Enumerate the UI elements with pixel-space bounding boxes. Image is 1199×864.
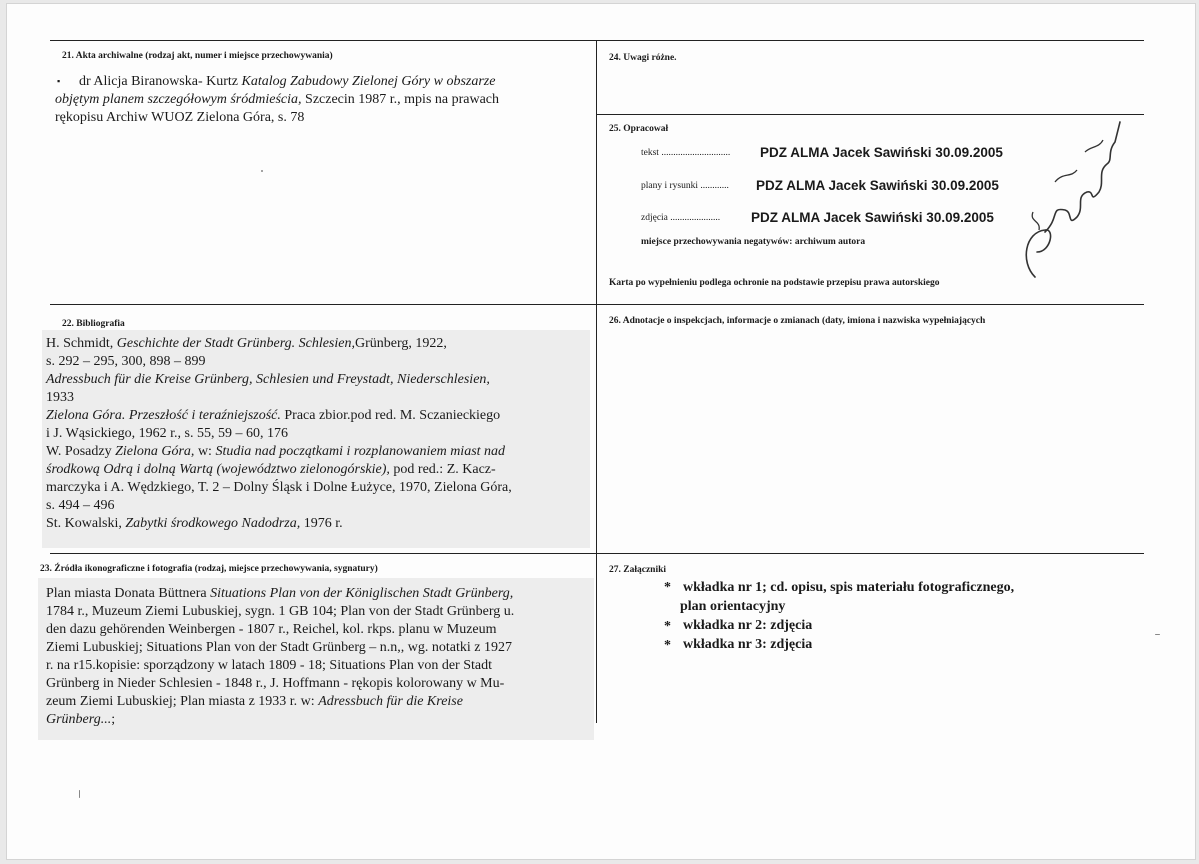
bib-line-6: i J. Wąsickiego, 1962 r., s. 55, 59 – 60, 176 xyxy=(46,426,289,441)
zdjecia-value: PDZ ALMA Jacek Sawiński 30.09.2005 xyxy=(751,210,994,225)
attachment-item: wkładka nr 2: zdjęcia xyxy=(683,618,813,633)
attachment-item: plan orientacyjny xyxy=(680,599,786,614)
bib-line-3: Adressbuch für die Kreise Grünberg, Schlesien und Freystadt, Niederschlesien, xyxy=(46,372,490,387)
section-26-label: 26. Adnotacje o inspekcjach, informacje o zmianach (daty, imiona i nazwiska wypełniających xyxy=(609,316,986,326)
icon-line-1: Plan miasta Donata Büttnera Situations Plan von der Königlischen Stadt Grünberg, xyxy=(46,586,514,601)
section-27-label: 27. Załączniki xyxy=(609,565,667,575)
plany-value: PDZ ALMA Jacek Sawiński 30.09.2005 xyxy=(756,178,999,193)
section-25-label: 25. Opracował xyxy=(609,124,669,134)
icon-line-6: Grünberg in Nieder Schlesien - 1848 r., J. Hoffmann - rękopis kolorowany w Mu- xyxy=(46,676,505,691)
icon-line-3: den dazu gehörenden Weinbergen - 1807 r., Reichel, kol. rkps. planu w Muzeum xyxy=(46,622,497,637)
star-icon: * xyxy=(664,619,671,634)
bib-line-4: 1933 xyxy=(46,390,74,405)
rule-row2 xyxy=(50,304,1144,305)
scan-speck xyxy=(1155,634,1160,635)
center-divider xyxy=(596,40,597,723)
bib-line-5: Zielona Góra. Przeszłość i teraźniejszość. Praca zbior.pod red. M. Sczanieckiego xyxy=(46,408,501,423)
section-22-label: 22. Bibliografia xyxy=(62,319,125,329)
bib-line-1: H. Schmidt, Geschichte der Stadt Grünberg. Schlesien,Grünberg, 1922, xyxy=(46,336,447,351)
bullet-icon: ▪ xyxy=(57,76,61,86)
handwritten-signature xyxy=(1015,112,1125,292)
bib-line-2: s. 292 – 295, 300, 898 – 899 xyxy=(46,354,206,369)
icon-line-4: Ziemi Lubuskiej; Situations Plan von der Stadt Grünberg – n.n,, wg. notatki z 1927 xyxy=(46,640,512,655)
scan-speck xyxy=(79,790,80,798)
section-21-label: 21. Akta archiwalne (rodzaj akt, numer i miejsce przechowywania) xyxy=(62,51,333,61)
plany-label: plany i rysunki ............ xyxy=(641,181,729,191)
attachment-item: wkładka nr 3: zdjęcia xyxy=(683,637,813,652)
top-rule xyxy=(50,40,1144,41)
icon-line-2: 1784 r., Muzeum Ziemi Lubuskiej, sygn. 1 GB 104; Plan von der Stadt Grünberg u. xyxy=(46,604,515,619)
rule-row3 xyxy=(50,553,1144,554)
bib-line-9: marczyka i A. Wędzkiego, T. 2 – Dolny Śląsk i Dolne Łużyce, 1970, Zielona Góra, xyxy=(46,480,512,495)
tekst-label: tekst ............................. xyxy=(641,148,731,158)
section-21-line-2: objętym planem szczegółowym śródmieścia, Szczecin 1987 r., mpis na prawach xyxy=(55,92,500,107)
scan-speck xyxy=(261,170,263,172)
star-icon: * xyxy=(664,638,671,653)
bib-line-11: St. Kowalski, Zabytki środkowego Nadodrza, 1976 r. xyxy=(46,516,343,531)
section-21-line-1: dr Alicja Biranowska- Kurtz Katalog Zabudowy Zielonej Góry w obszarze xyxy=(79,74,496,89)
icon-line-5: r. na r15.kopisie: sporządzony w latach 1809 - 18; Situations Plan von der Stadt xyxy=(46,658,492,673)
star-icon: * xyxy=(664,580,671,595)
bib-line-10: s. 494 – 496 xyxy=(46,498,115,513)
section-21-line-3: rękopisu Archiw WUOZ Zielona Góra, s. 78 xyxy=(55,110,305,125)
attachment-item: wkładka nr 1; cd. opisu, spis materiału fotograficznego, xyxy=(683,580,1015,595)
icon-line-7: zeum Ziemi Lubuskiej; Plan miasta z 1933 r. w: Adressbuch für die Kreise xyxy=(46,694,463,709)
bib-line-7: W. Posadzy Zielona Góra, w: Studia nad początkami i rozplanowaniem miast nad xyxy=(46,444,506,459)
icon-line-8: Grünberg...; xyxy=(46,712,116,727)
section-24-label: 24. Uwagi różne. xyxy=(609,53,677,63)
section-23-label: 23. Źródła ikonograficzne i fotografia (rodzaj, miejsce przechowywania, sygnatury) xyxy=(40,564,378,574)
negatywy-text: miejsce przechowywania negatywów: archiwum autora xyxy=(641,237,866,247)
zdjecia-label: zdjęcia ..................... xyxy=(641,213,721,223)
tekst-value: PDZ ALMA Jacek Sawiński 30.09.2005 xyxy=(760,145,1003,160)
copyright-note: Karta po wypełnieniu podlega ochronie na podstawie przepisu prawa autorskiego xyxy=(609,278,940,288)
bib-line-8: środkową Odrą i dolną Wartą (województwo zielonogórskie), pod red.: Z. Kacz- xyxy=(46,462,496,477)
